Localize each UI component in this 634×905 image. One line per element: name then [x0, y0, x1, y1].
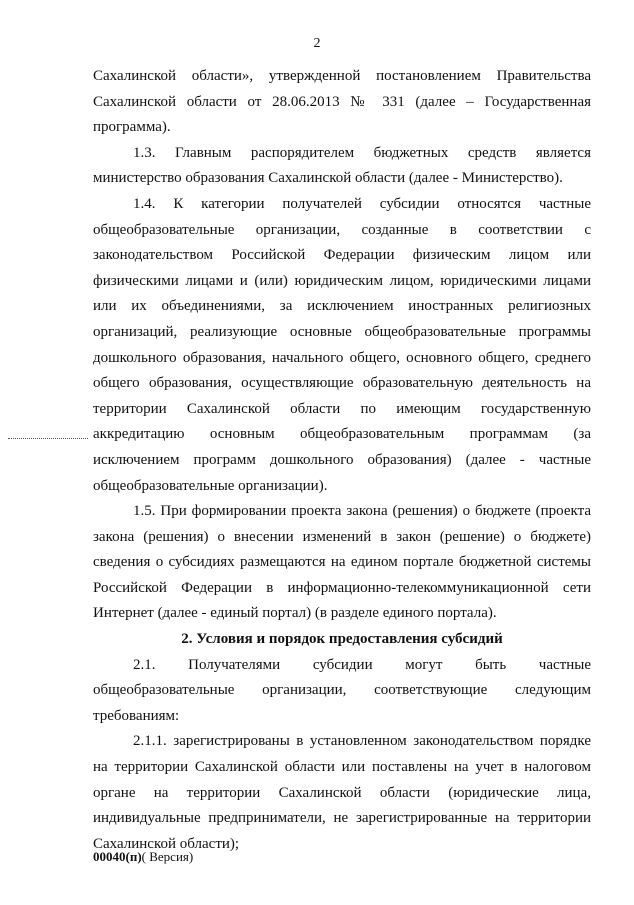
- scan-artifact: [8, 438, 88, 441]
- section-2-heading: 2. Условия и порядок предоставления субсидий: [181, 631, 503, 648]
- paragraph-2-1-1: 2.1.1. зарегистрированы в установленном законодательством порядке на территории Сахалинской области или поставлены на учет в налоговом органе на территории Сахалинской области (юридические лица, индивидуальные предприниматели, не зарегистрированные на территории Сахалинской области);: [93, 733, 591, 852]
- paragraph-2-1: 2.1. Получателями субсидии могут быть частные общеобразовательные организации, соответствующие следующим требованиям:: [93, 656, 591, 724]
- document-body: [93, 64, 591, 857]
- document-version: ( Версия): [141, 849, 194, 864]
- paragraph-1-5: 1.5. При формировании проекта закона (решения) о бюджете (проекта закона (решения) о внесении изменений в закон (решение) о бюджете) сведения о субсидиях размещаются на едином портале бюджетной системы Российской Федерации в информационно-телекоммуникационной сети Интернет (далее - единый портал) (в разделе единого портала).: [93, 503, 591, 622]
- paragraph-program-continuation: Сахалинской области», утвержденной постановлением Правительства Сахалинской области от 28.06.2013 № 331 (далее – Государственная программа).: [93, 68, 591, 136]
- paragraph-1-3: 1.3. Главным распорядителем бюджетных средств является министерство образования Сахалинской области (далее - Министерство).: [93, 144, 591, 187]
- document-footer: [93, 849, 193, 865]
- paragraph-1-4: 1.4. К категории получателей субсидии относятся частные общеобразовательные организации, созданные в соответствии с законодательством Российской Федерации физическим лицом или физическими лицами и (или) юридическим лицом, юридическими лицами или их объединениями, за исключением иностранных религиозных организаций, реализующие основные общеобразовательные программы дошкольного образования, начального общего, основного общего, среднего общего образования, осуществляющие образовательную деятельность на территории Сахалинской области по имеющим государственную аккредитацию основным общеобразовательным программам (за исключением программ дошкольного образования) (далее - частные общеобразовательные организации).: [93, 195, 591, 494]
- document-code: 00040(п): [93, 849, 142, 864]
- page-number: 2: [313, 36, 321, 51]
